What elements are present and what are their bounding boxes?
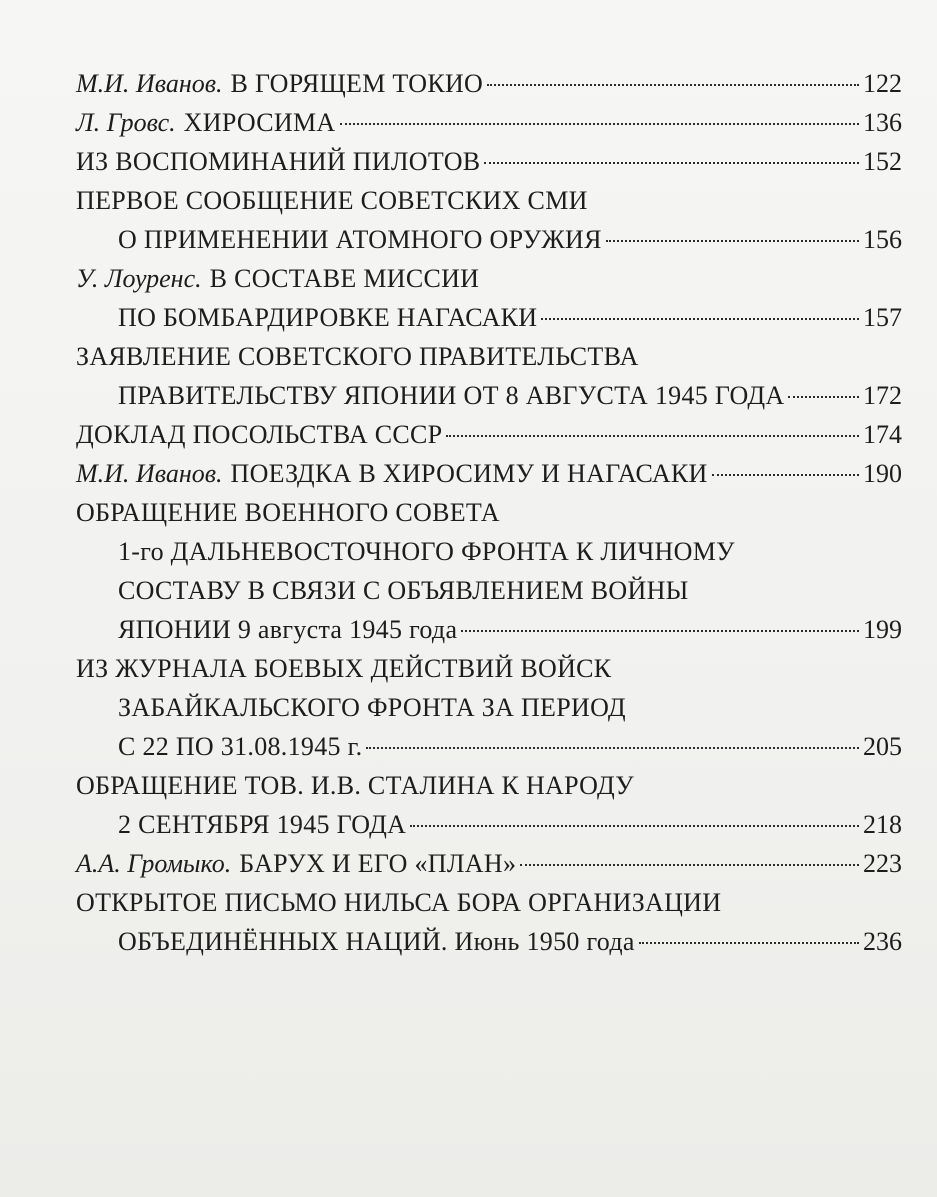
toc-entry-page-number: 174: [863, 420, 902, 449]
toc-entry: [76, 64, 902, 103]
toc-entry-first-line: [76, 337, 902, 376]
toc-entry-page-number: 199: [863, 615, 902, 644]
toc-entry: [76, 883, 902, 961]
toc-entry: [76, 649, 902, 766]
toc-entry-first-line: [76, 259, 902, 298]
dot-leader: [446, 435, 859, 437]
toc-entry-first-line: [76, 454, 902, 493]
toc-entry-continuation-line: [76, 805, 902, 844]
toc-entry-title: ДОКЛАД ПОСОЛЬСТВА СССР: [76, 420, 443, 449]
toc-entry-first-line: [76, 142, 902, 181]
dot-leader: [520, 864, 859, 866]
toc-entry: [76, 493, 902, 649]
toc-entry-author: М.И. Иванов.: [76, 69, 223, 98]
toc-entry-title: СОСТАВУ В СВЯЗИ С ОБЪЯВЛЕНИЕМ ВОЙНЫ: [118, 576, 689, 605]
toc-entry: [76, 415, 902, 454]
toc-entry-page-number: 157: [863, 303, 902, 332]
toc-entry: [76, 337, 902, 415]
toc-entry-title: О ПРИМЕНЕНИИ АТОМНОГО ОРУЖИЯ: [118, 225, 602, 254]
toc-entry: [76, 142, 902, 181]
dot-leader: [639, 942, 859, 944]
toc-entry-title: 1-го ДАЛЬНЕВОСТОЧНОГО ФРОНТА К ЛИЧНОМУ: [118, 537, 735, 566]
dot-leader: [541, 318, 859, 320]
toc-entry-author: У. Лоуренс.: [76, 264, 202, 293]
toc-entry-continuation-line: [76, 220, 902, 259]
toc-entry-first-line: [76, 181, 902, 220]
toc-entry-title: ИЗ ЖУРНАЛА БОЕВЫХ ДЕЙСТВИЙ ВОЙСК: [76, 654, 612, 683]
toc-entry-continuation-line: [76, 922, 902, 961]
toc-entry-first-line: [76, 493, 902, 532]
dot-leader: [410, 825, 859, 827]
dot-leader: [487, 84, 859, 86]
toc-entry-title: ПРАВИТЕЛЬСТВУ ЯПОНИИ ОТ 8 АВГУСТА 1945 ГОДА: [118, 381, 785, 410]
toc-entry-continuation-line: [76, 688, 902, 727]
toc-entry: [76, 844, 902, 883]
toc-entry-page-number: 218: [863, 810, 902, 839]
toc-entry-title: ПЕРВОЕ СООБЩЕНИЕ СОВЕТСКИХ СМИ: [76, 186, 588, 215]
dot-leader: [606, 240, 859, 242]
toc-entry-title: ПО БОМБАРДИРОВКЕ НАГАСАКИ: [118, 303, 538, 332]
toc-entry-author: М.И. Иванов.: [76, 459, 223, 488]
toc-entry-first-line: [76, 883, 902, 922]
toc-entry-first-line: [76, 64, 902, 103]
dot-leader: [340, 123, 859, 125]
toc-entry: [76, 181, 902, 259]
toc-entry-title: ОТКРЫТОЕ ПИСЬМО НИЛЬСА БОРА ОРГАНИЗАЦИИ: [76, 888, 722, 917]
toc-entry-author: А.А. Громыко.: [76, 849, 232, 878]
toc-entry-title: ОБРАЩЕНИЕ ВОЕННОГО СОВЕТА: [76, 498, 500, 527]
toc-entry-title: 2 СЕНТЯБРЯ 1945 ГОДА: [118, 810, 407, 839]
toc-entry: [76, 103, 902, 142]
toc-entry-page-number: 190: [863, 459, 902, 488]
toc-entry: [76, 259, 902, 337]
toc-entry-page-number: 223: [863, 849, 902, 878]
dot-leader: [788, 396, 859, 398]
toc-entry-author: Л. Гровс.: [76, 108, 176, 137]
toc-entry-title: ПОЕЗДКА В ХИРОСИМУ И НАГАСАКИ: [230, 459, 708, 488]
toc-entry-page-number: 172: [863, 381, 902, 410]
toc-entry-continuation-line: [76, 610, 902, 649]
toc-entry-page-number: 205: [863, 732, 902, 761]
toc-entry-first-line: [76, 649, 902, 688]
toc-entry-title: ОБЪЕДИНЁННЫХ НАЦИЙ. Июнь 1950 года: [118, 927, 635, 956]
toc-entry: [76, 454, 902, 493]
toc-entry: [76, 766, 902, 844]
toc-entry-continuation-line: [76, 532, 902, 571]
toc-entry-page-number: 122: [863, 69, 902, 98]
toc-entry-page-number: 152: [863, 147, 902, 176]
toc-entry-page-number: 136: [863, 108, 902, 137]
toc-entry-first-line: [76, 103, 902, 142]
toc-entry-title: БАРУХ И ЕГО «ПЛАН»: [239, 849, 517, 878]
toc-entry-title: В СОСТАВЕ МИССИИ: [209, 264, 480, 293]
dot-leader: [484, 162, 859, 164]
dot-leader: [712, 474, 859, 476]
toc-entry-first-line: [76, 844, 902, 883]
toc-entry-title: ЗАБАЙКАЛЬСКОГО ФРОНТА ЗА ПЕРИОД: [118, 693, 626, 722]
table-of-contents: [76, 64, 902, 961]
toc-entry-title: ИЗ ВОСПОМИНАНИЙ ПИЛОТОВ: [76, 147, 481, 176]
toc-entry-continuation-line: [76, 571, 902, 610]
dot-leader: [366, 747, 859, 749]
dot-leader: [461, 630, 859, 632]
toc-entry-title: В ГОРЯЩЕМ ТОКИО: [230, 69, 484, 98]
toc-entry-page-number: 156: [863, 225, 902, 254]
toc-entry-title: ЗАЯВЛЕНИЕ СОВЕТСКОГО ПРАВИТЕЛЬСТВА: [76, 342, 639, 371]
toc-entry-title: С 22 ПО 31.08.1945 г.: [118, 732, 363, 761]
toc-entry-continuation-line: [76, 298, 902, 337]
toc-entry-page-number: 236: [863, 927, 902, 956]
toc-entry-continuation-line: [76, 376, 902, 415]
toc-entry-title: ЯПОНИИ 9 августа 1945 года: [118, 615, 458, 644]
toc-entry-continuation-line: [76, 727, 902, 766]
toc-entry-first-line: [76, 415, 902, 454]
toc-entry-first-line: [76, 766, 902, 805]
toc-entry-title: ХИРОСИМА: [183, 108, 336, 137]
toc-entry-title: ОБРАЩЕНИЕ ТОВ. И.В. СТАЛИНА К НАРОДУ: [76, 771, 635, 800]
